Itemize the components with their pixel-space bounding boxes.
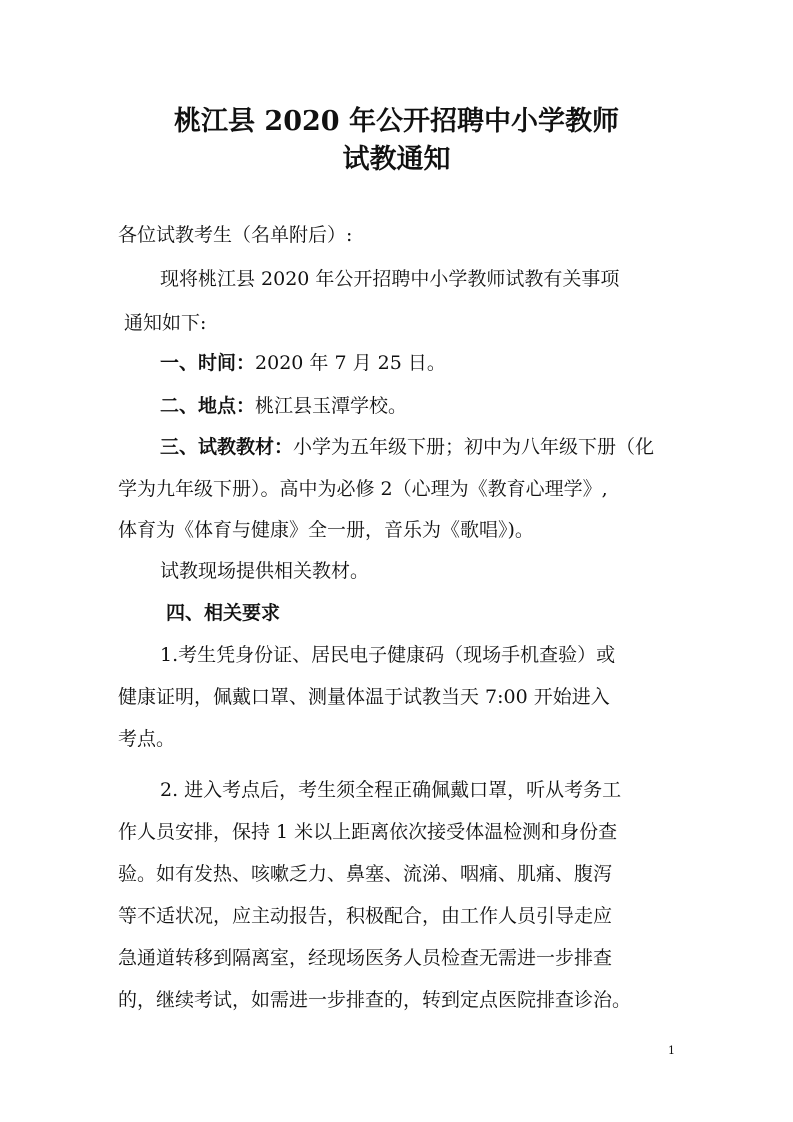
section-location-heading: 二、地点： <box>160 395 256 417</box>
section-location-text: 桃江县玉潭学校。 <box>255 395 408 417</box>
section-materials-line-2: 学为九年级下册）。高中为必修 2（心理为《教育心理学》, <box>118 478 608 500</box>
section-time-text: 2020 年 7 月 25 日。 <box>255 352 446 374</box>
requirement-2-line-2: 作人员安排，保持 1 米以上距离依次接受体温检测和身份查 <box>118 821 618 843</box>
requirement-2-line-1: 2. 进入考点后，考生须全程正确佩戴口罩，听从考务工 <box>160 779 622 801</box>
intro-line-2: 通知如下: <box>124 312 207 334</box>
document-title-line-1: 桃江县 2020 年公开招聘中小学教师 <box>174 106 619 137</box>
requirement-2-line-6: 的，继续考试，如需进一步排查的，转到定点医院排查诊治。 <box>118 989 632 1011</box>
section-materials-note: 试教现场提供相关教材。 <box>160 560 370 582</box>
requirement-1-line-2: 健康证明，佩戴口罩、测量体温于试教当天 7:00 开始进入 <box>118 686 610 708</box>
section-materials-line-3: 体育为《体育与健康》全一册，音乐为《歌唱》)。 <box>118 519 534 541</box>
section-time <box>160 351 446 375</box>
section-materials-text-1: 小学为五年级下册；初中为八年级下册（化 <box>293 436 655 458</box>
section-requirements-heading: 四、相关要求 <box>166 602 281 624</box>
section-materials-line-1 <box>160 435 654 459</box>
page-number: 1 <box>668 1044 675 1057</box>
intro-line-1: 现将桃江县 2020 年公开招聘中小学教师试教有关事项 <box>160 268 620 290</box>
section-location <box>160 394 407 418</box>
section-time-heading: 一、时间： <box>160 352 256 374</box>
requirement-2-line-4: 等不适状况，应主动报告，积极配合，由工作人员引导走应 <box>118 905 613 927</box>
section-materials-heading: 三、试教教材： <box>160 436 294 458</box>
salutation: 各位试教考生（名单附后）: <box>118 224 353 246</box>
requirement-1-line-3: 考点。 <box>118 728 176 750</box>
requirement-2-line-5: 急通道转移到隔离室，经现场医务人员检查无需进一步排查 <box>118 947 613 969</box>
requirement-2-line-3: 验。如有发热、咳嗽乏力、鼻塞、流涕、咽痛、肌痛、腹泻 <box>118 863 613 885</box>
requirement-1-line-1: 1.考生凭身份证、居民电子健康码（现场手机查验）或 <box>160 644 616 666</box>
document-title-line-2: 试教通知 <box>342 144 451 175</box>
